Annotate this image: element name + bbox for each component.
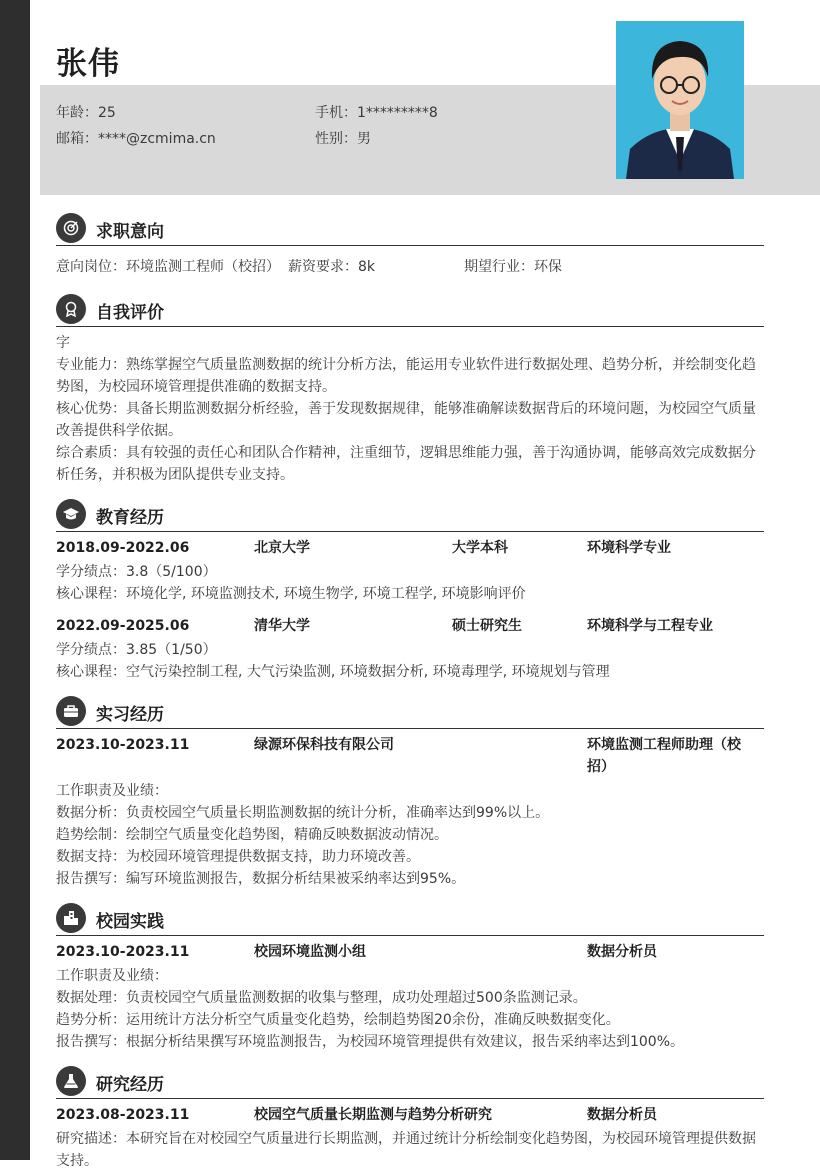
- target-icon: [56, 213, 86, 243]
- campus-line: 报告撰写：根据分析结果撰写环境监测报告，为校园环境管理提供有效建议，报告采纳率达到100%。: [56, 1034, 685, 1050]
- flask-icon: [56, 1066, 86, 1096]
- research-role: 数据分析员: [587, 1107, 657, 1123]
- section-title: 实习经历: [96, 705, 164, 725]
- intern-period: 2023.10-2023.11: [56, 737, 190, 753]
- section-header-self-eval: [56, 294, 764, 327]
- intern-line: 报告撰写：编写环境监测报告，数据分析结果被采纳率达到95%。: [56, 871, 466, 887]
- self-eval-line: 字: [56, 335, 70, 351]
- campus-line: 趋势分析：运用统计方法分析空气质量变化趋势，绘制趋势图20余份，准确反映数据变化。: [56, 1012, 620, 1028]
- intern-role: 环境监测工程师助理（校招）: [587, 737, 741, 775]
- section-header-campus: [56, 903, 764, 936]
- section-header-education: [56, 499, 764, 532]
- building-icon: [56, 903, 86, 933]
- edu-major: 环境科学与工程专业: [587, 618, 713, 634]
- profile-photo: [616, 21, 744, 179]
- edu-courses: 核心课程：空气污染控制工程, 大气污染监测, 环境数据分析, 环境毒理学, 环境规划与管理: [56, 664, 610, 680]
- gender-field: 性别：男: [315, 131, 371, 147]
- intern-line: 工作职责及业绩：: [56, 783, 168, 799]
- self-eval-line: 专业能力：熟练掌握空气质量监测数据的统计分析方法，能运用专业软件进行数据处理、趋势分析，并绘制变化趋势图，为校园环境管理提供准确的数据支持。: [56, 357, 756, 395]
- section-header-internship: [56, 696, 764, 729]
- user-badge-icon: [56, 294, 86, 324]
- graduation-cap-icon: [56, 499, 86, 529]
- section-title: 教育经历: [96, 508, 164, 528]
- edu-degree: 大学本科: [452, 540, 508, 556]
- edu-degree: 硕士研究生: [452, 618, 522, 634]
- edu-courses: 核心课程：环境化学, 环境监测技术, 环境生物学, 环境工程学, 环境影响评价: [56, 586, 526, 602]
- edu-period: 2018.09-2022.06: [56, 540, 190, 556]
- self-eval-line: 综合素质：具有较强的责任心和团队合作精神，注重细节，逻辑思维能力强，善于沟通协调，能够高效完成数据分析任务，并积极为团队提供专业支持。: [56, 445, 756, 483]
- research-project: 校园空气质量长期监测与趋势分析研究: [254, 1107, 492, 1123]
- edu-school: 北京大学: [254, 540, 310, 556]
- research-period: 2023.08-2023.11: [56, 1107, 190, 1123]
- edu-period: 2022.09-2025.06: [56, 618, 190, 634]
- edu-gpa: 学分绩点：3.8（5/100）: [56, 564, 217, 580]
- research-description: 研究描述：本研究旨在对校园空气质量进行长期监测，并通过统计分析绘制变化趋势图，为校园环境管理提供数据支持。: [56, 1131, 756, 1169]
- campus-line: 工作职责及业绩：: [56, 968, 168, 984]
- email-field: 邮箱：****@zcmima.cn: [56, 131, 216, 147]
- section-header-objective: [56, 213, 764, 246]
- self-eval-line: 核心优势：具备长期监测数据分析经验，善于发现数据规律，能够准确解读数据背后的环境问题，为校园空气质量改善提供科学依据。: [56, 401, 756, 439]
- intern-line: 数据分析：负责校园空气质量长期监测数据的统计分析，准确率达到99%以上。: [56, 805, 550, 821]
- section-title: 求职意向: [96, 222, 164, 242]
- section-title: 自我评价: [96, 303, 164, 323]
- salary-expectation: 薪资要求：8k: [288, 259, 376, 275]
- section-header-research: [56, 1066, 764, 1099]
- intern-line: 数据支持：为校园环境管理提供数据支持，助力环境改善。: [56, 849, 420, 865]
- campus-org: 校园环境监测小组: [254, 944, 366, 960]
- edu-school: 清华大学: [254, 618, 310, 634]
- intern-line: 趋势绘制：绘制空气质量变化趋势图，精确反映数据波动情况。: [56, 827, 448, 843]
- campus-line: 数据处理：负责校园空气质量监测数据的收集与整理，成功处理超过500条监测记录。: [56, 990, 587, 1006]
- desired-position: 意向岗位：环境监测工程师（校招）: [56, 259, 280, 275]
- edu-major: 环境科学专业: [587, 540, 671, 556]
- intern-company: 绿源环保科技有限公司: [254, 737, 394, 753]
- left-sidebar-bar: [0, 0, 30, 1160]
- campus-period: 2023.10-2023.11: [56, 944, 190, 960]
- age-field: 年龄：25: [56, 105, 116, 121]
- section-title: 校园实践: [96, 912, 164, 932]
- edu-gpa: 学分绩点：3.85（1/50）: [56, 642, 217, 658]
- briefcase-icon: [56, 696, 86, 726]
- desired-industry: 期望行业：环保: [464, 259, 562, 275]
- campus-role: 数据分析员: [587, 944, 657, 960]
- phone-field: 手机：1*********8: [315, 105, 438, 121]
- candidate-name: 张伟: [56, 46, 120, 82]
- section-title: 研究经历: [96, 1075, 164, 1095]
